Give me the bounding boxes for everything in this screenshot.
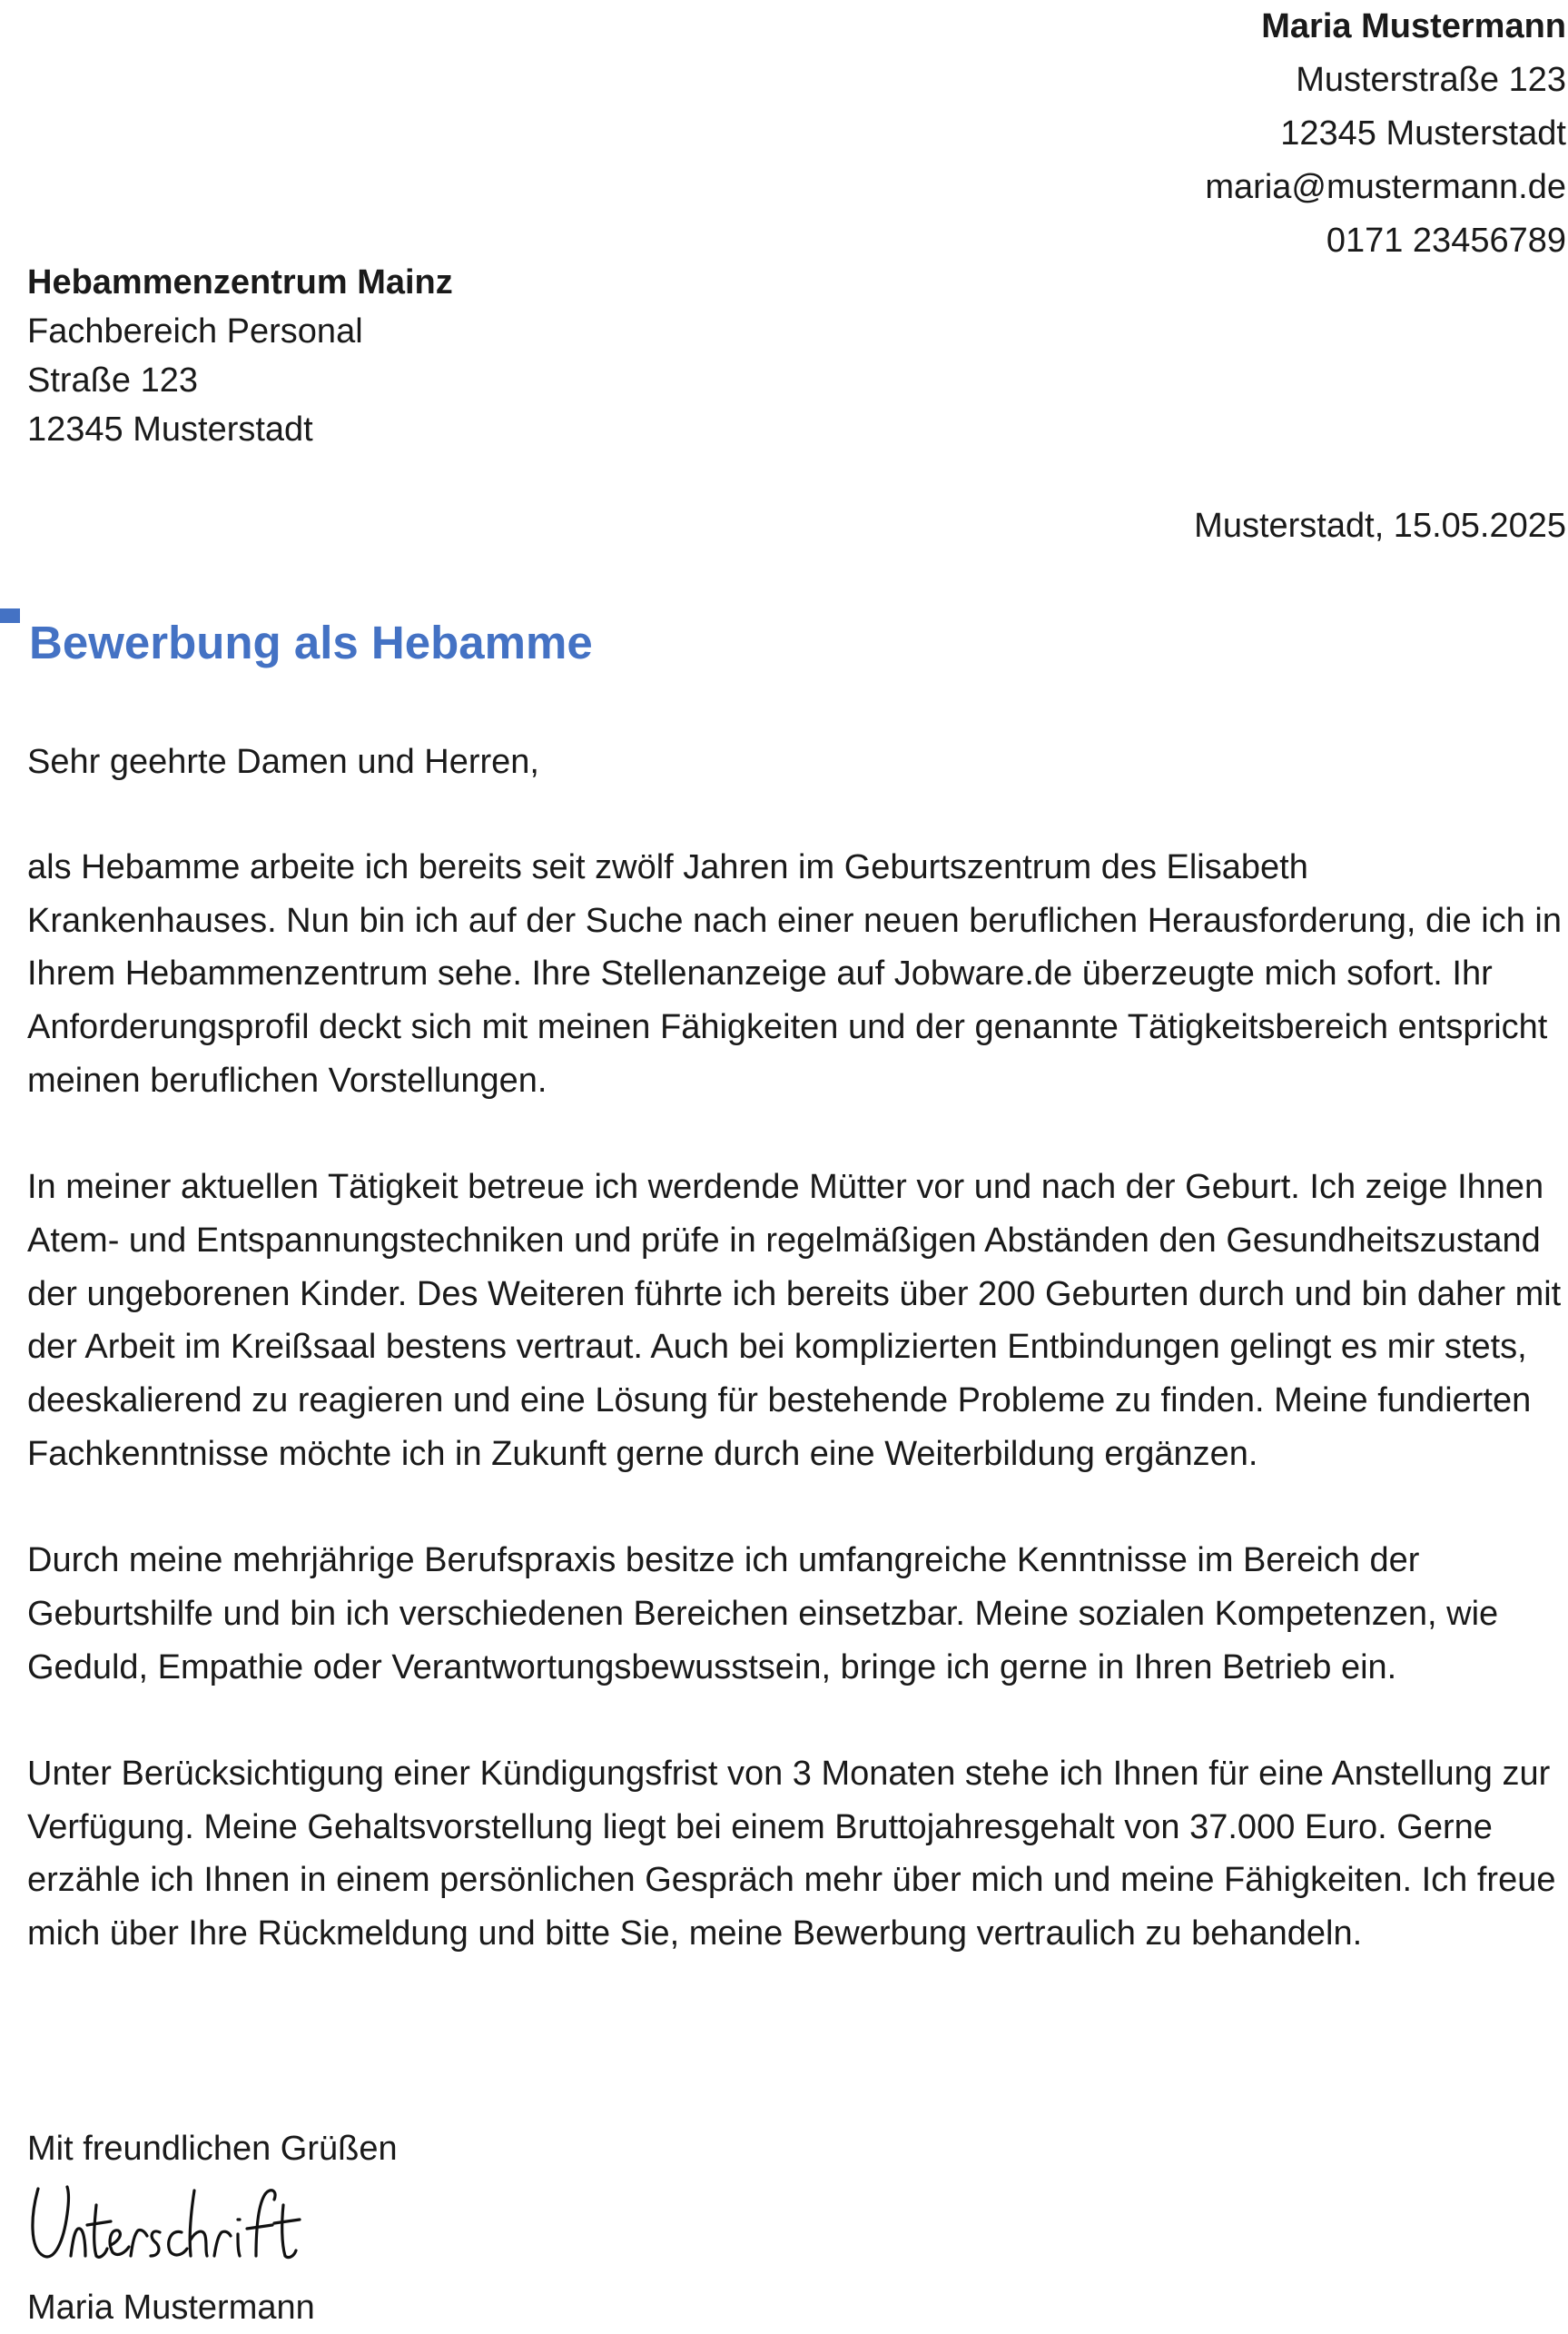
body-paragraph-1: als Hebamme arbeite ich bereits seit zwölf Jahren im Geburtszentrum des Elisabeth Krankenhauses. Nun bin ich auf der Suche nach einer neuen beruflichen Herausforderung, die ich in Ihrem Hebammenzentrum sehe. Ihre Stellenanzeige auf Jobware.de überzeugte mich sofort. Ihr Anforderungsprofil deckt sich mit meinen Fähigkeiten und der genannte Tätigkeitsbereich entspricht meinen beruflichen Vorstellungen. (27, 848, 1562, 1100)
sender-street: Musterstraße 123 (1296, 61, 1566, 99)
letter-subject: Bewerbung als Hebamme (29, 617, 593, 668)
handwritten-signature (27, 2178, 318, 2278)
sender-address (1205, 0, 1566, 268)
sender-email: maria@mustermann.de (1205, 168, 1566, 206)
salutation: Sehr geehrte Damen und Herren, (27, 743, 539, 781)
subject-marker (0, 608, 20, 623)
recipient-street: Straße 123 (27, 361, 198, 400)
body-paragraph-4: Unter Berücksichtigung einer Kündigungsfrist von 3 Monaten stehe ich Ihnen für eine Anstellung zur Verfügung. Meine Gehaltsvorstellung liegt bei einem Bruttojahresgehalt von 37.000 Euro. Gerne erzähle ich Ihnen in einem persönlichen Gespräch mehr über mich und meine Fähigkeiten. Ich freue mich über Ihre Rückmeldung und bitte Sie, meine Bewerbung vertraulich zu behandeln. (27, 1754, 1556, 1953)
sender-phone: 0171 23456789 (1326, 222, 1566, 260)
sender-city: 12345 Musterstadt (1280, 114, 1566, 153)
recipient-address (27, 258, 453, 454)
sender-name: Maria Mustermann (1261, 7, 1566, 45)
closing-phrase: Mit freundlichen Grüßen (27, 2130, 398, 2168)
letter-body (27, 841, 1562, 2013)
recipient-city: 12345 Musterstadt (27, 410, 313, 449)
letter-date: Musterstadt, 15.05.2025 (1194, 507, 1566, 545)
recipient-organization: Hebammenzentrum Mainz (27, 263, 453, 302)
signer-name: Maria Mustermann (27, 2289, 315, 2327)
body-paragraph-3: Durch meine mehrjährige Berufspraxis besitze ich umfangreiche Kenntnisse im Bereich der Geburtshilfe und bin ich verschiedenen Bereichen einsetzbar. Meine sozialen Kompetenzen, wie Geduld, Empathie oder Verantwortungsbewusstsein, bringe ich gerne in Ihren Betrieb ein. (27, 1541, 1499, 1686)
body-paragraph-2: In meiner aktuellen Tätigkeit betreue ich werdende Mütter vor und nach der Geburt. Ich zeige Ihnen Atem- und Entspannungstechniken und prüfe in regelmäßigen Abständen den Gesundheitszustand der ungeborenen Kinder. Des Weiteren führte ich bereits über 200 Geburten durch und bin daher mit der Arbeit im Kreißsaal bestens vertraut. Auch bei komplizierten Entbindungen gelingt es mir stets, deeskalierend zu reagieren und eine Lösung für bestehende Probleme zu finden. Meine fundierten Fachkenntnisse möchte ich in Zukunft gerne durch eine Weiterbildung ergänzen. (27, 1168, 1562, 1473)
recipient-department: Fachbereich Personal (27, 312, 363, 351)
